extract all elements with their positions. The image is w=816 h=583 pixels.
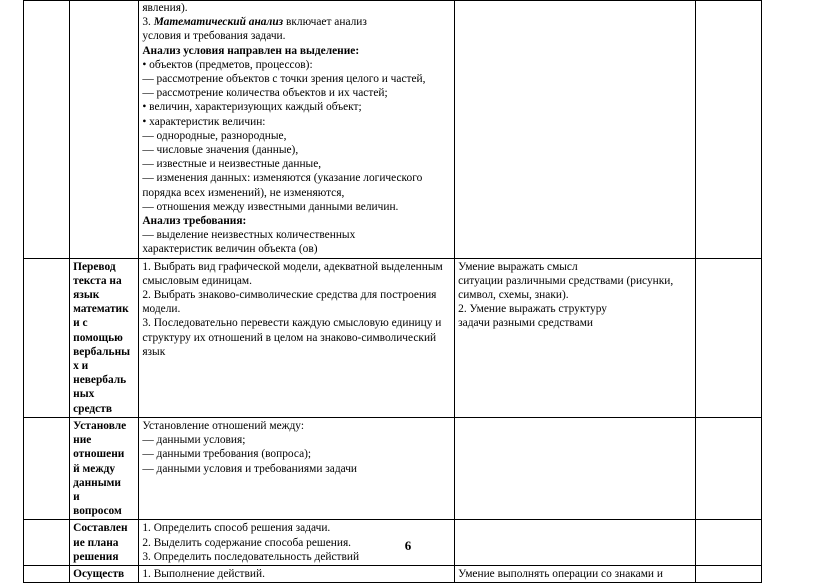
cell-text-line: Установле — [73, 419, 127, 432]
cell-text-line: задачи разными средствами — [458, 317, 594, 330]
cell-text-line: х и — [73, 360, 89, 373]
empty-left-cell — [24, 1, 70, 259]
cell-text-line: — данными условия; — [142, 434, 246, 447]
skills-cell — [455, 417, 696, 519]
cell-text-line: — рассмотрение объектов с точки зрения целого и частей, — [142, 73, 426, 86]
empty-right-cell — [695, 258, 761, 417]
empty-right-cell — [695, 1, 761, 259]
cell-text-line: характеристик величин объекта (ов) — [142, 243, 318, 256]
cell-text-line: ных — [73, 388, 95, 401]
empty-right-cell — [695, 417, 761, 519]
cell-text-line: текста на — [73, 274, 122, 287]
cell-text-line: невербаль — [73, 374, 127, 387]
cell-text-line: явления). — [142, 2, 188, 14]
cell-text-line: ситуации различными средствами (рисунки, — [458, 274, 674, 287]
cell-text-line: смысловым единицам. — [142, 274, 252, 287]
table-row — [24, 1, 762, 259]
empty-right-cell — [695, 565, 761, 582]
stage-cell — [70, 258, 139, 417]
cell-text-line: 2. Выбрать знаково-символические средства для построения — [142, 289, 437, 302]
cell-text-line: — известные и неизвестные данные, — [142, 158, 322, 171]
cell-text-line: помощью — [73, 331, 123, 344]
cell-text-line: отношени — [73, 448, 125, 461]
cell-text-line: — отношения между известными данными величин. — [142, 200, 399, 213]
cell-text-line: порядка всех изменений), не изменяются, — [142, 186, 345, 199]
cell-text-line: и с — [73, 317, 88, 330]
cell-text-line: — числовые значения (данные), — [142, 144, 299, 157]
cell-text-line: • величин, характеризующих каждый объект; — [142, 101, 362, 114]
cell-text-line: математик — [73, 303, 129, 316]
cell-text-line: средств — [73, 402, 112, 415]
cell-text-line: Осуществ — [73, 567, 125, 580]
table-row — [24, 565, 762, 582]
stage-cell — [70, 565, 139, 582]
cell-text-line: данными — [73, 476, 121, 489]
cell-text-line: язык — [73, 289, 100, 302]
skills-cell — [455, 258, 696, 417]
cell-text-line: — изменения данных: изменяются (указание логического — [142, 172, 423, 185]
cell-text-line: 2. Выделить содержание способа решения. — [142, 536, 352, 549]
cell-text-line: — рассмотрение количества объектов и их частей; — [142, 87, 388, 100]
cell-text-line: — данными условия и требованиями задачи — [142, 462, 358, 475]
cell-text-line: условия и требования задачи. — [142, 30, 286, 43]
cell-text-line: и — [73, 490, 80, 503]
cell-text-line: Анализ требования: — [142, 215, 247, 228]
cell-text-line: 3. Последовательно перевести каждую смысловую единицу и — [142, 317, 442, 330]
cell-text-line: 1. Выбрать вид графической модели, адекватной выделенным — [142, 260, 443, 273]
cell-text-line: Составлен — [73, 522, 128, 535]
cell-text-line: 1. Определить способ решения задачи. — [142, 522, 331, 535]
empty-left-cell — [24, 565, 70, 582]
cell-text-line: вопросом — [73, 505, 122, 518]
cell-text-line: вербальны — [73, 345, 131, 358]
table-row — [24, 417, 762, 519]
cell-text-line: 1. Выполнение действий. — [142, 567, 265, 580]
cell-text-line: ние — [73, 434, 92, 447]
empty-left-cell — [24, 417, 70, 519]
cell-text-line: • характеристик величин: — [142, 115, 266, 128]
cell-text-line: 3. Определить последовательность действий — [142, 550, 360, 563]
cell-text-line: й между — [73, 462, 116, 475]
cell-text-line: — выделение неизвестных количественных — [142, 229, 356, 242]
cell-text-line: язык — [142, 345, 166, 358]
stage-cell — [70, 417, 139, 519]
content-cell — [139, 1, 455, 259]
page-number: 6 — [404, 538, 412, 553]
content-cell — [139, 565, 455, 582]
skills-cell — [455, 565, 696, 582]
cell-text-line: Установление отношений между: — [142, 419, 305, 432]
cell-text-line: Умение выражать смысл — [458, 260, 578, 273]
cell-text-line: символ, схемы, знаки). — [458, 289, 569, 302]
skills-cell — [455, 1, 696, 259]
stage-cell — [70, 1, 139, 259]
cell-text-line: модели. — [142, 303, 181, 316]
content-cell — [139, 417, 455, 519]
cell-text-line: 3. Математический анализ включает анализ — [142, 16, 367, 29]
cell-text-line: 2. Умение выражать структуру — [458, 303, 607, 316]
cell-text-line: — данными требования (вопроса); — [142, 448, 312, 461]
cell-text-line: — однородные, разнородные, — [142, 129, 287, 142]
methodology-table — [23, 0, 762, 583]
cell-text-line: Перевод — [73, 260, 116, 273]
content-cell — [139, 258, 455, 417]
cell-text-line: структуру их отношений в целом на знаково-символический — [142, 331, 437, 344]
cell-text-line: Умение выполнять операции со знаками и — [458, 567, 663, 580]
cell-text-line: Анализ условия направлен на выделение: — [142, 44, 360, 57]
table-row — [24, 258, 762, 417]
cell-text-line: решения — [73, 550, 119, 563]
empty-left-cell — [24, 258, 70, 417]
cell-text-line: • объектов (предметов, процессов): — [142, 58, 313, 71]
cell-text-line: ие плана — [73, 536, 119, 549]
